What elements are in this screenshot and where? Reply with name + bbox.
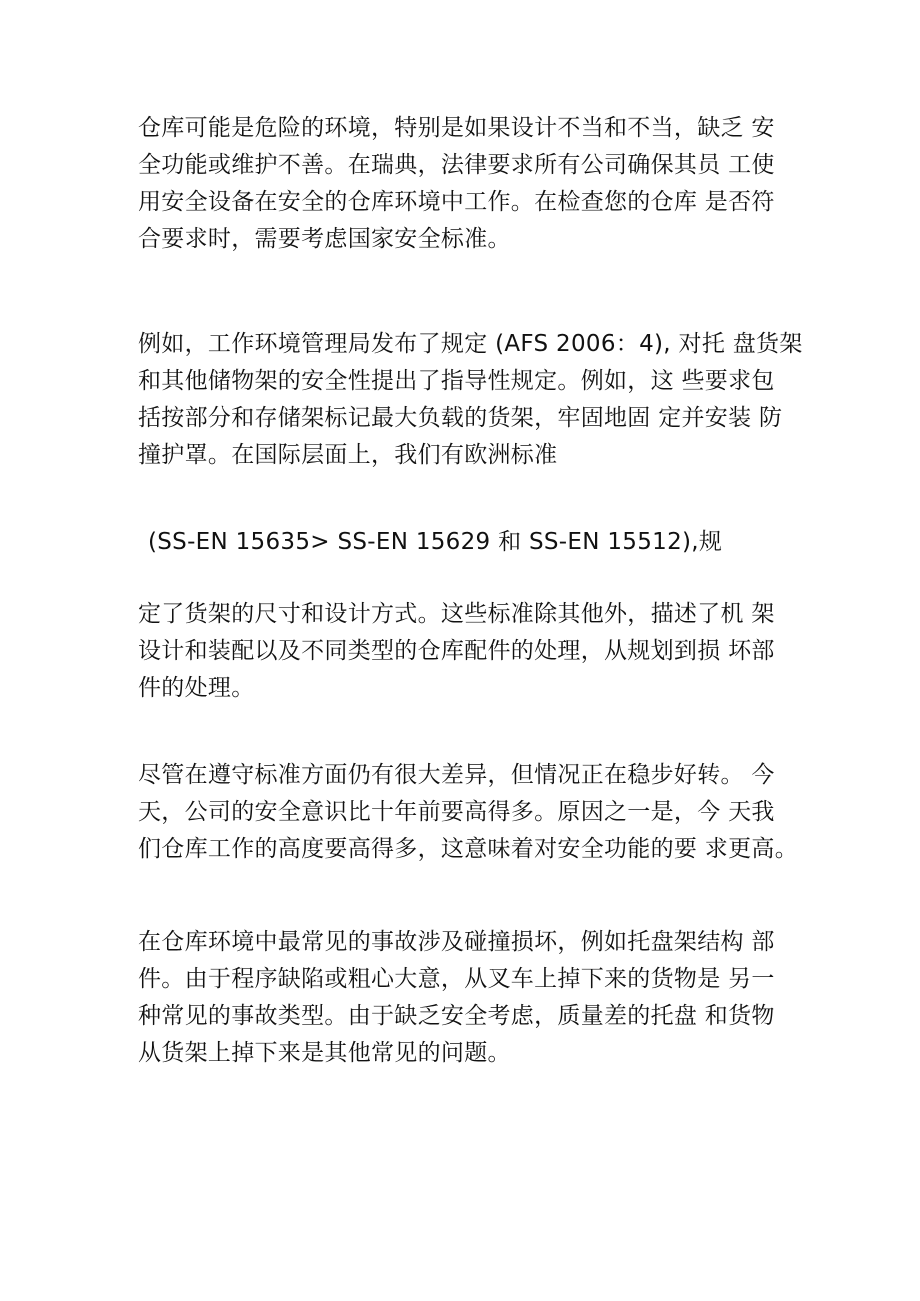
text-line: 设计和装配以及不同类型的仓库配件的处理，从规划到损 坏部 <box>138 638 775 664</box>
text-line: (SS-EN 15635> SS-EN 15629 和 SS-EN 15512),规 <box>148 529 723 555</box>
paragraph-safety-awareness <box>138 757 798 868</box>
text-line: 和其他储物架的安全性提出了指导性规定。例如，这 些要求包 <box>138 368 775 394</box>
paragraph-standards-reference <box>138 524 798 561</box>
text-line: 们仓库工作的高度要高得多，这意味着对安全功能的要 求更高。 <box>138 836 799 862</box>
text-line: 尽管在遵守标准方面仍有很大差异，但情况正在稳步好转。 今 <box>138 762 775 788</box>
text-line: 件。由于程序缺陷或粗心大意，从叉车上掉下来的货物是 另一 <box>138 966 775 992</box>
text-line: 仓库可能是危险的环境，特别是如果设计不当和不当，缺乏 安 <box>138 115 775 141</box>
paragraph-standards-description <box>138 596 798 707</box>
paragraph-common-accidents <box>138 924 798 1072</box>
text-line: 括按部分和存储架标记最大负载的货架，牢固地固 定并安装 防 <box>138 405 783 431</box>
text-line: 种常见的事故类型。由于缺乏安全考虑，质量差的托盘 和货物 <box>138 1003 775 1029</box>
text-line: 从货架上掉下来是其他常见的问题。 <box>138 1040 511 1066</box>
paragraph-warehouse-hazards <box>138 110 798 258</box>
text-line: 定了货架的尺寸和设计方式。这些标准除其他外，描述了机 架 <box>138 601 775 627</box>
text-line: 在仓库环境中最常见的事故涉及碰撞损坏，例如托盘架结构 部 <box>138 929 775 955</box>
paragraph-afs-regulations <box>138 326 803 474</box>
text-line: 天，公司的安全意识比十年前要高得多。原因之一是，今 天我 <box>138 799 775 825</box>
text-line: 例如，工作环境管理局发布了规定 (AFS 2006：4), 对托 盘货架 <box>138 331 803 357</box>
text-line: 件的处理。 <box>138 675 255 701</box>
text-line: 撞护罩。在国际层面上，我们有欧洲标准 <box>138 442 558 468</box>
text-line: 合要求时，需要考虑国家安全标准。 <box>138 226 511 252</box>
text-line: 全功能或维护不善。在瑞典，法律要求所有公司确保其员 工使 <box>138 152 775 178</box>
text-line: 用安全设备在安全的仓库环境中工作。在检查您的仓库 是否符 <box>138 189 775 215</box>
